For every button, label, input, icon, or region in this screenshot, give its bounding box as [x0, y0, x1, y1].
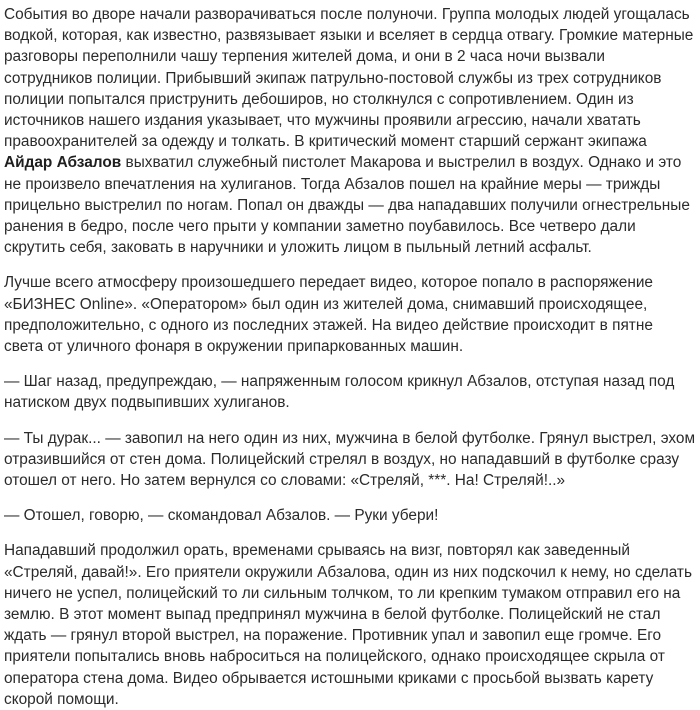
- officer-name: Айдар Абзалов: [4, 154, 122, 172]
- paragraph-1: [4, 4, 696, 258]
- paragraph-1-text-end: выхватил служебный пистолет Макарова и выстрелил в воздух. Однако и это не произвело впечатления на хулиганов. Тогда Абзалов пошел на крайние меры — трижды прицельно выстрелил по ногам. Попал он дважды — два нападавших получили огнестрельные ранения в бедро, после чего прыти у компании заметно поубавилось. Все четверо дали скрутить себя, заковать в наручники и уложить лицом в пыльный летний асфальт.: [4, 154, 690, 257]
- paragraph-2: Лучше всего атмосферу произошедшего передает видео, которое попало в распоряжение «БИЗНЕС Online». «Оператором» был один из жителей дома, снимавший происходящее, предположительно, с одного из последних этажей. На видео действие происходит в пятне света от уличного фонаря в окружении припаркованных машин.: [4, 274, 653, 356]
- paragraph-4: — Ты дурак... — завопил на него один из них, мужчина в белой футболке. Грянул выстрел, эхом отразившийся от стен дома. Полицейский стрелял в воздух, но нападавший в футболке сразу отошел от него. Но затем вернулся со словами: «Стреляй, ***. На! Стреляй!..»: [4, 429, 696, 490]
- paragraph-3: — Шаг назад, предупреждаю, — напряженным голосом крикнул Абзалов, отступая назад под натиском двух подвыпивших хулиганов.: [4, 373, 675, 412]
- paragraph-5: — Отошел, говорю, — скомандовал Абзалов. — Руки убери!: [4, 507, 439, 525]
- paragraph-6: Нападавший продолжил орать, временами срываясь на визг, повторял как заведенный «Стреляй, давай!». Его приятели окружили Абзалова, один из них подскочил к нему, но сделать ничего не успел, полицейский то ли сильным толчком, то ли крепким тумаком отправил его на землю. В этот момент выпад предпринял мужчина в белой футболке. Полицейский не стал ждать — грянул второй выстрел, на поражение. Противник упал и завопил еще громче. Его приятели попытались вновь наброситься на полицейского, однако происходящее скрыла от оператора стена дома. Видео обрывается истошными криками с просьбой вызвать карету скорой помощи.: [4, 542, 692, 708]
- paragraph-1-text-start: События во дворе начали разворачиваться после полуночи. Группа молодых людей угощалась водкой, которая, как известно, развязывает языки и вселяет в сердца отвагу. Громкие матерные разговоры переполнили чашу терпения жителей дома, и они в 2 часа ночи вызвали сотрудников полиции. Прибывший экипаж патрульно-постовой службы из трех сотрудников полиции попытался приструнить дебоширов, но столкнулся с сопротивлением. Один из источников нашего издания указывает, что мужчины проявили агрессию, начали хватать правоохранителей за одежду и толкать. В критический момент старший сержант экипажа: [4, 6, 694, 151]
